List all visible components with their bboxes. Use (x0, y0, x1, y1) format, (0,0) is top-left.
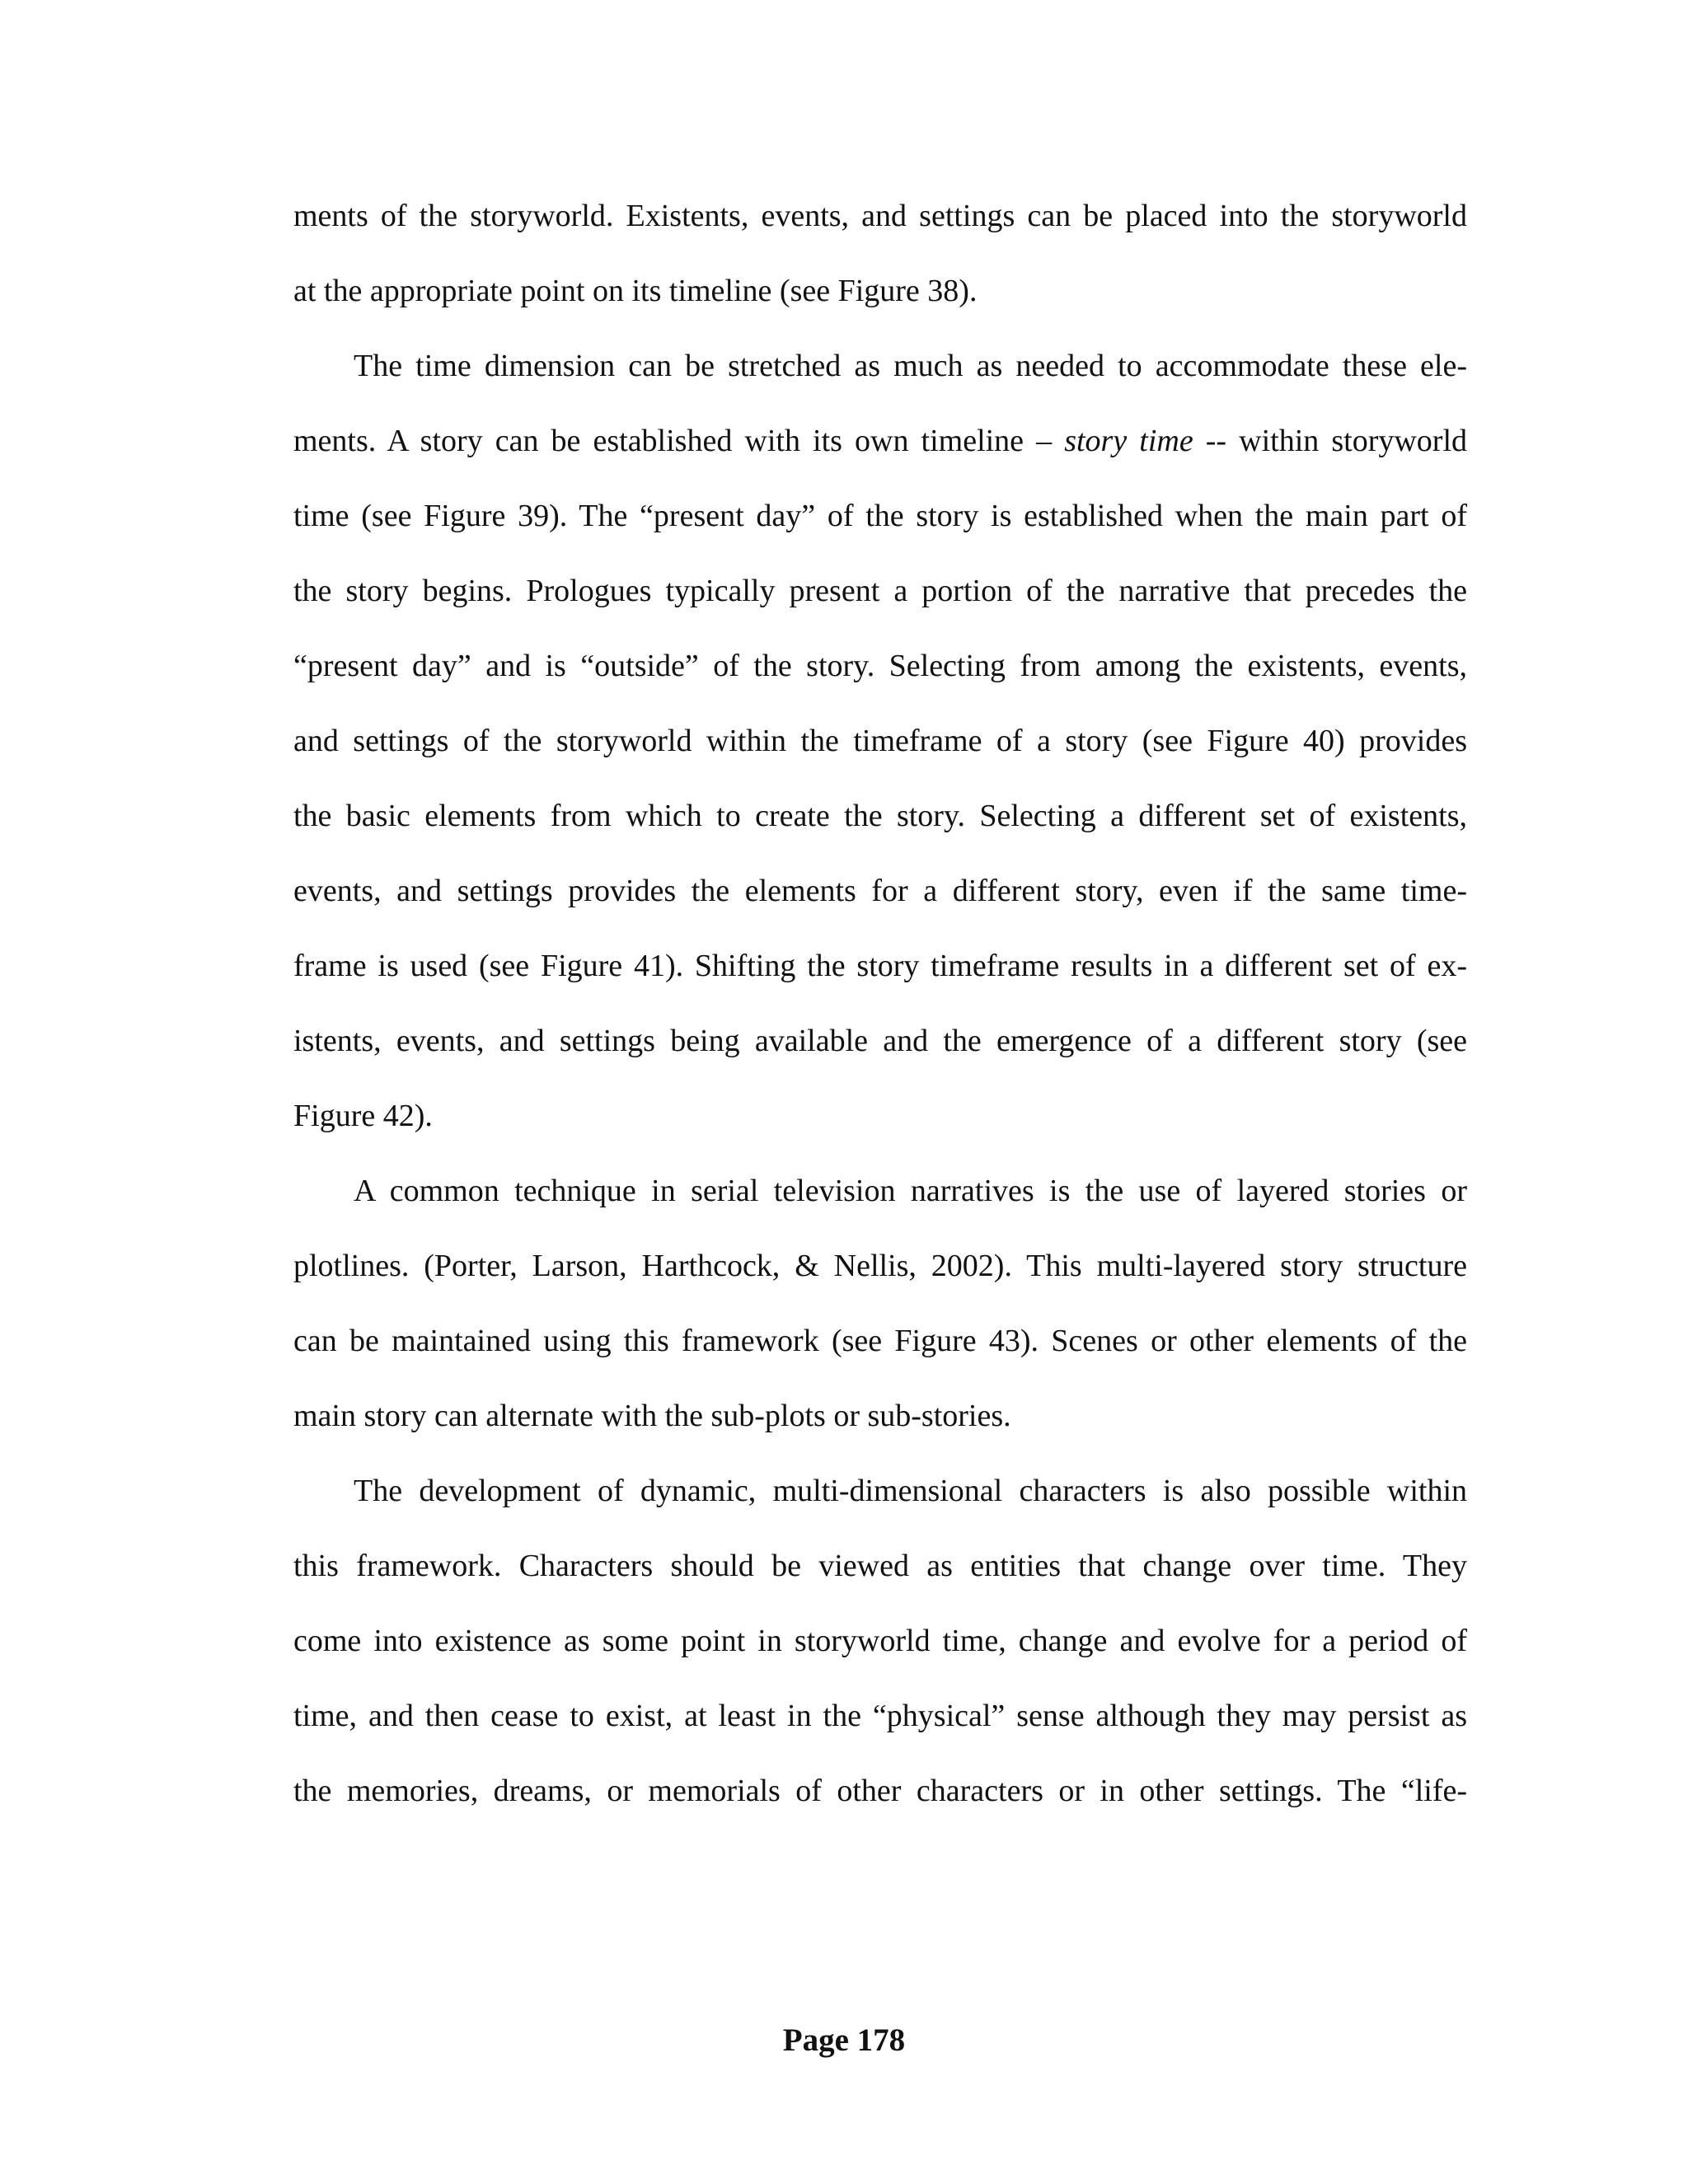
text-line: plotlines. (Porter, Larson, Harthcock, & Nellis, 2002). This multi-layered story structure (293, 1249, 1467, 1283)
text-line: can be maintained using this framework (see Figure 43). Scenes or other elements of the (293, 1324, 1467, 1358)
text-line: istents, events, and settings being available and the emergence of a different story (see (293, 1024, 1467, 1058)
text-line: ments of the storyworld. Existents, events, and settings can be placed into the storyworld (293, 199, 1467, 233)
text-line: The time dimension can be stretched as much as needed to accommodate these ele- (354, 349, 1467, 383)
page-number: Page 178 (782, 2022, 906, 2058)
document-body (293, 191, 1467, 1841)
paragraph (293, 1466, 1467, 1841)
text-line: Figure 42). (293, 1099, 433, 1133)
text-line: A common technique in serial television narratives is the use of layered stories or (354, 1174, 1467, 1208)
text-line: come into existence as some point in storyworld time, change and evolve for a period of (293, 1624, 1467, 1658)
text-line: time, and then cease to exist, at least in the “physical” sense although they may persist as (293, 1699, 1467, 1733)
paragraph (293, 191, 1467, 341)
text-line: time (see Figure 39). The “present day” of the story is established when the main part of (293, 499, 1467, 533)
text-line: this framework. Characters should be viewed as entities that change over time. They (293, 1549, 1467, 1583)
text-line: at the appropriate point on its timeline (see Figure 38). (293, 274, 978, 308)
text-line: The development of dynamic, multi-dimensional characters is also possible within (354, 1474, 1467, 1508)
text-line: “present day” and is “outside” of the story. Selecting from among the existents, events, (293, 649, 1467, 683)
paragraph (293, 341, 1467, 1166)
text-run: -- within storyworld (1193, 424, 1468, 458)
text-line: main story can alternate with the sub-plots or sub-stories. (293, 1399, 1011, 1433)
text-run: ments. A story can be established with its own timeline – (293, 424, 1065, 458)
text-line: the basic elements from which to create the story. Selecting a different set of existents, (293, 799, 1467, 833)
emphasized-term: story time (1064, 424, 1193, 458)
text-line: and settings of the storyworld within the timeframe of a story (see Figure 40) provides (293, 724, 1467, 758)
text-line: the memories, dreams, or memorials of other characters or in other settings. The “life- (293, 1774, 1467, 1808)
paragraph (293, 1166, 1467, 1466)
text-line: frame is used (see Figure 41). Shifting the story timeframe results in a different set of ex- (293, 949, 1467, 983)
text-line (293, 416, 1467, 491)
text-line: the story begins. Prologues typically present a portion of the narrative that precedes the (293, 574, 1467, 608)
text-line: events, and settings provides the elements for a different story, even if the same time- (293, 874, 1467, 908)
